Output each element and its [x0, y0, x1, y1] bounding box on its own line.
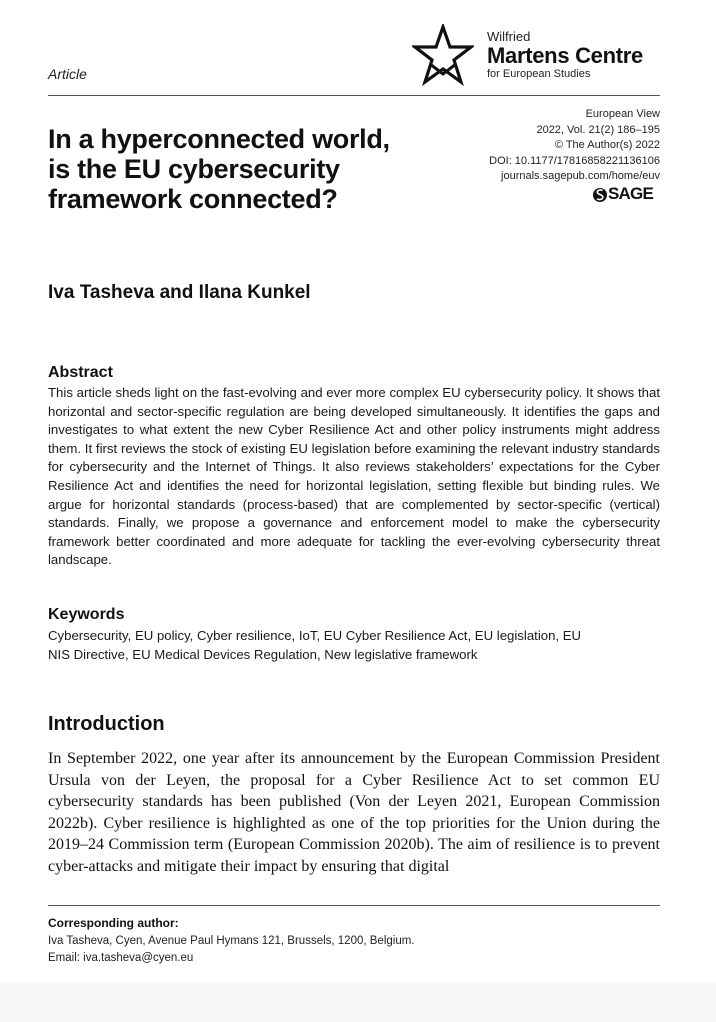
title-line-1: In a hyperconnected world, — [48, 124, 390, 154]
abstract-text: This article sheds light on the fast-evolving and ever more complex EU cybersecurity policy. It shows that horizontal and sector-specific regulation are being developed simultaneously. It identifies the gaps and investigates to what extent the new Cyber Resilience Act and other policy instruments might address them. It first reviews the stock of existing EU legislation before examining the relevant industry standards for cybersecurity and the Internet of Things. It also reviews stakeholders’ expectations for the Cyber Resilience Act and identifies the need for horizontal legislation, setting flexible but binding rules. We argue for horizontal standards (process-based) that are complemented by sector-specific (vertical) standards. Finally, we propose a governance and enforcement model to make the cybersecurity framework better coordinated and more adequate for tackling the ever-evolving cybersecurity threat landscape. — [48, 385, 660, 568]
keywords-line-2: NIS Directive, EU Medical Devices Regulation, New legislative framework — [48, 647, 478, 662]
page-footer-band — [0, 982, 716, 1022]
corresponding-heading: Corresponding author: — [48, 916, 179, 930]
brand-line-1: Wilfried — [487, 29, 531, 44]
journal-doi[interactable]: DOI: 10.1177/17816858221136106 — [489, 154, 660, 167]
keywords-line-1: Cybersecurity, EU policy, Cyber resilience, IoT, EU Cyber Resilience Act, EU legislation, EU — [48, 628, 582, 643]
journal-copyright: © The Author(s) 2022 — [554, 139, 660, 151]
title-line-2: is the EU cybersecurity — [48, 154, 340, 184]
header-divider — [48, 95, 660, 96]
keywords-text — [48, 626, 660, 664]
keywords-heading: Keywords — [48, 606, 125, 623]
introduction-text: In September 2022, one year after its announcement by the European Commission President Ursula von der Leyen, the proposal for a Cyber Resilience Act to set common EU cybersecurity standards has been published (Von der Leyen 2021, European Commission 2022b). Cyber resilience is highlighted as one of the top priorities for the Union during the 2019–24 Commission term (European Commission 2020b). The aim of resilience is to prevent cyber-attacks and mitigate their impact by ensuring that digital — [48, 750, 660, 875]
authors: Iva Tasheva and Ilana Kunkel — [48, 282, 311, 303]
brand-line-2: Martens Centre — [487, 43, 643, 68]
article-type-label: Article — [48, 66, 87, 82]
journal-name: European View — [585, 108, 660, 120]
introduction-heading: Introduction — [48, 713, 165, 735]
brand-line-3: for European Studies — [487, 68, 591, 80]
journal-url[interactable]: journals.sagepub.com/home/euv — [501, 170, 660, 182]
corresponding-email[interactable]: Email: iva.tasheva@cyen.eu — [48, 952, 194, 964]
journal-info — [489, 107, 660, 185]
publisher-name: SAGE — [608, 184, 653, 203]
footnote-divider — [48, 905, 660, 906]
star-logo-icon — [412, 24, 474, 86]
title-line-3: framework connected? — [48, 184, 338, 214]
article-title — [48, 124, 448, 214]
abstract-heading: Abstract — [48, 364, 113, 381]
corresponding-address: Iva Tasheva, Cyen, Avenue Paul Hymans 121, Brussels, 1200, Belgium. — [48, 935, 415, 947]
journal-volume: 2022, Vol. 21(2) 186–195 — [536, 123, 660, 136]
brand-block — [487, 30, 687, 81]
